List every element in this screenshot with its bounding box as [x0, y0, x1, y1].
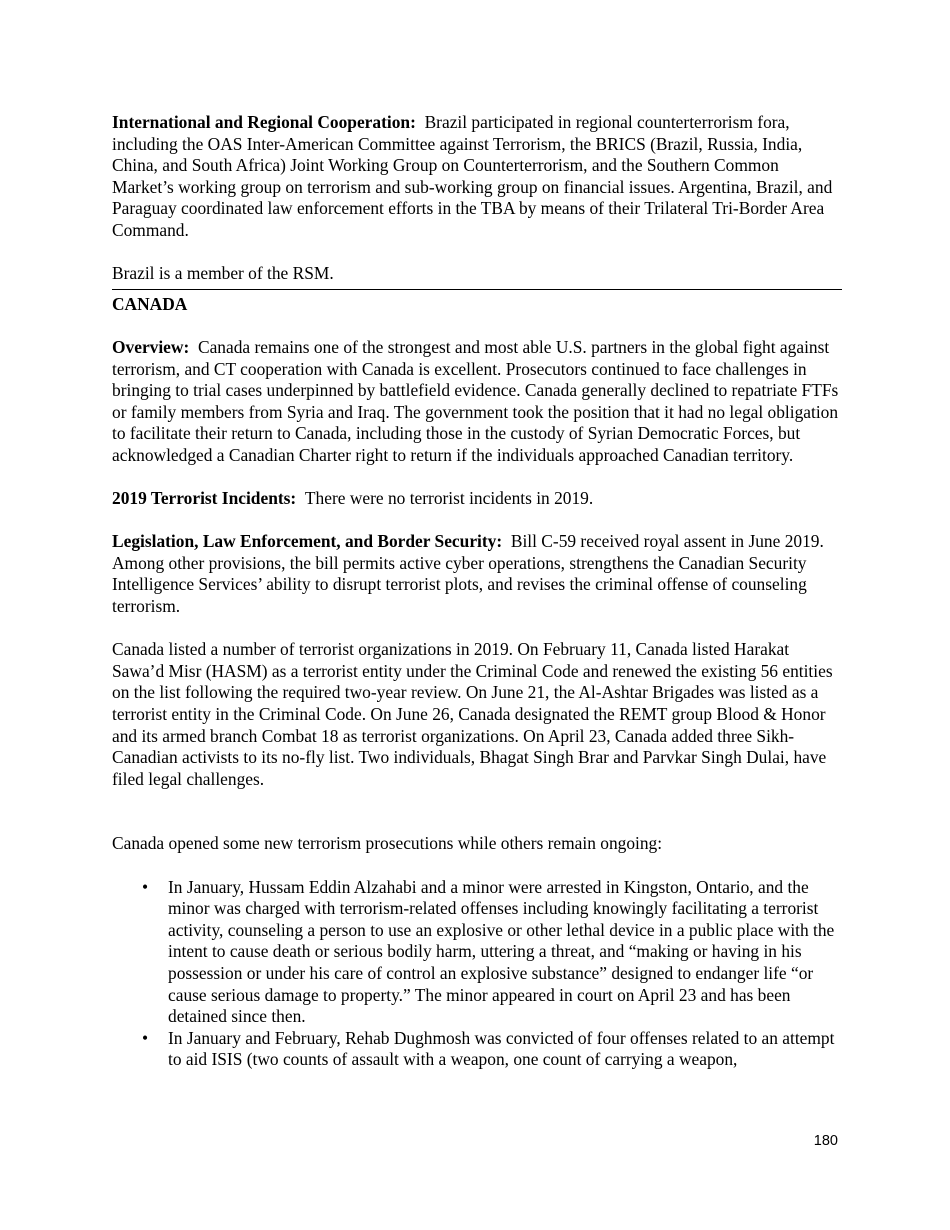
- prosecutions-list: [112, 877, 842, 1071]
- incidents-paragraph: [112, 488, 842, 510]
- incidents-label: 2019 Terrorist Incidents:: [112, 488, 297, 509]
- overview-paragraph: [112, 337, 842, 467]
- rsm-paragraph: Brazil is a member of the RSM.: [112, 263, 334, 284]
- bullet-icon: •: [142, 1027, 149, 1048]
- list-item-text: In January, Hussam Eddin Alzahabi and a minor were arrested in Kingston, Ontario, and the minor was charged with terrorism-related offenses including knowingly facilitating a terrorist activity, counseling a person to use an explosive or other lethal device in a public place with the intent to cause death or serious bodily harm, uttering a threat, and “making or having in his possession or under his care of control an explosive substance” designed to endanger life “or cause serious damage to property.” The minor appeared in court on April 23 and has been detained since then.: [168, 876, 835, 1027]
- overview-label: Overview:: [112, 336, 190, 357]
- legislation-label: Legislation, Law Enforcement, and Border Security:: [112, 531, 503, 552]
- intl-cooperation-label: International and Regional Cooperation:: [112, 112, 416, 132]
- legislation-paragraph: [112, 531, 842, 617]
- list-item: [112, 1028, 842, 1071]
- country-heading: CANADA: [112, 293, 188, 314]
- intl-cooperation-paragraph: [112, 112, 842, 242]
- document-page: [112, 112, 842, 1071]
- listings-paragraph: Canada listed a number of terrorist organizations in 2019. On February 11, Canada listed Harakat Sawa’d Misr (HASM) as a terrorist entity under the Criminal Code and renewed the existing 56 entities on the list following the required two-year review. On June 21, the Al-Ashtar Brigades was listed as a terrorist entity in the Criminal Code. On June 26, Canada designated the REMT group Blood & Honor and its armed branch Combat 18 as terrorist organizations. On April 23, Canada added three Sikh-Canadian activists to its no-fly list. Two individuals, Bhagat Singh Brar and Parvkar Singh Dulai, have filed legal challenges.: [112, 639, 833, 789]
- legislation-text: Bill C-59 received royal assent in June 2019. Among other provisions, the bill permits active cyber operations, strengthens the Canadian Security Intelligence Services’ ability to disrupt terrorist plots, and revises the criminal offense of counseling terrorism.: [112, 531, 824, 617]
- list-item-text: In January and February, Rehab Dughmosh was convicted of four offenses related to an attempt to aid ISIS (two counts of assault with a weapon, one count of carrying a weapon,: [168, 1027, 835, 1070]
- list-item: [112, 877, 842, 1028]
- section-divider: [112, 289, 842, 290]
- prosecutions-intro: Canada opened some new terrorism prosecutions while others remain ongoing:: [112, 833, 663, 854]
- bullet-icon: •: [142, 876, 149, 897]
- overview-text: Canada remains one of the strongest and most able U.S. partners in the global fight against terrorism, and CT cooperation with Canada is excellent. Prosecutors continued to face challenges in bringing to trial cases underpinned by battlefield evidence. Canada generally declined to repatriate FTFs or family members from Syria and Iraq. The government took the position that it had no legal obligation to facilitate their return to Canada, including those in the custody of Syrian Democratic Forces, but acknowledged a Canadian Charter right to return if the individuals approached Canadian territory.: [112, 336, 839, 465]
- intl-cooperation-text: Brazil participated in regional counterterrorism fora, including the OAS Inter-American Committee against Terrorism, the BRICS (Brazil, Russia, India, China, and South Africa) Joint Working Group on Counterterrorism, and the Southern Common Market’s working group on terrorism and sub-working group on financial issues. Argentina, Brazil, and Paraguay coordinated law enforcement efforts in the TBA by means of their Trilateral Tri-Border Area Command.: [112, 112, 833, 240]
- page-number: 180: [813, 1133, 838, 1149]
- incidents-text: There were no terrorist incidents in 2019.: [304, 488, 594, 509]
